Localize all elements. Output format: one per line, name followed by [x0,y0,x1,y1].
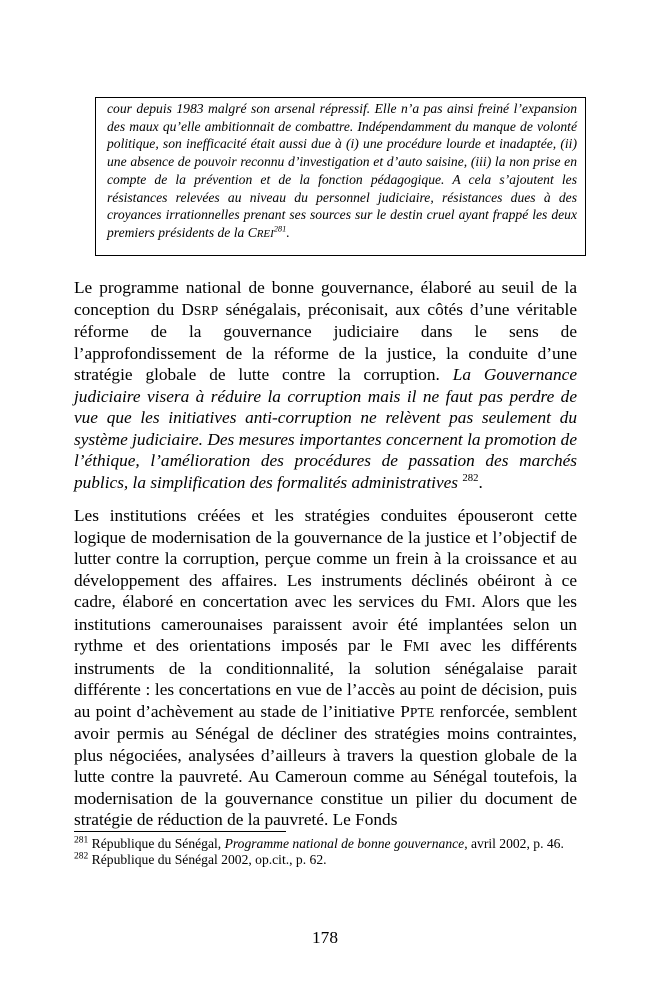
footnote-ref-281[interactable]: 281 [273,223,287,234]
italic-quotation: La Gouvernance judiciaire visera à réduire la corruption mais il ne faut pas perdre de vue que les initiatives anti-corruption ne relèvent pas seulement du système judiciaire. Des mesures importantes concernent la promotion de l’éthique, l’amélioration des procédures de passation des marchés publics, la simplification des formalités administratives [74,365,577,492]
paragraph-1: Le programme national de bonne gouvernance, élaboré au seuil de la conception du DSRP sénégalais, préconisait, aux côtés d’une véritable réforme de la gouvernance judiciaire dans le sens de l’approfondissement de la réforme de la justice, la conduite d’une stratégie globale de lutte contre la corruption. La Gouvernance judiciaire visera à réduire la corruption mais il ne faut pas perdre de vue que les initiatives anti-corruption ne relèvent pas seulement du système judiciaire. Des mesures importantes concernent la promotion de l’éthique, l’amélioration des procédures de passation des marchés publics, la simplification des formalités administratives $^{282}$. [74,278,577,492]
footnote-282: $^{282}$ République du Sénégal 2002, op.cit., p. 62. [74,851,327,867]
paragraph-2: Les institutions créées et les stratégies conduites épouseront cette logique de modernisation de la gouvernance de la justice et l’objectif de lutter contre la corruption, perçue comme un frein à la croissance et au développement des affaires. Les instruments déclinés obéiront à ce cadre, élaboré en concertation avec les services du FMI. Alors que les institutions camerounaises paraissent avoir été implantées selon un rythme et des orientations imposés par le FMI avec les différents instruments de la conditionnalité, la solution sénégalaise parait différente : les concertations en vue de l’accès au point de décision, puis au point d’achèvement au stade de l’initiative PPTE renforcée, semblent avoir permis au Sénégal de décliner des stratégies moins contraintes, plus négociées, analysées d’ailleurs à travers la question globale de la lutte contre la pauvreté. Au Cameroun comme au Sénégal toutefois, la modernisation de la gouvernance constitue un pilier du document de stratégie de réduction de la pauvreté. Le Fonds [74,506,577,829]
quote-main-text: cour depuis 1983 malgré son arsenal répressif. Elle n’a pas ainsi freiné l’expansion des maux qu’elle ambitionnait de combattre. Indépendamment du manque de volonté politique, son inefficacité était aussi due à (i) une procédure lourde et inadaptée, (ii) une absence de pouvoir reconnu d’investigation et d’auto saisine, (iii) la non prise en compte de la prévention et de la fonction pédagogique. A cela s’ajoutent les résistances relevées au niveau du personnel judiciaire, résistances dues à des croyances irrationnelles prenant ses sources sur le destin cruel ayant frappé les deux premiers présidents de la [107,101,577,240]
footnote-ref-282[interactable]: 282 [462,471,479,484]
fmi-acronym: FMI [444,592,472,611]
footnotes [74,836,577,868]
page-number: 178 [312,928,338,947]
footnote-281: $^{281}$ République du Sénégal, Programme national de bonne gouvernance, avril 2002, p. 46. [74,835,564,851]
fmi-acronym: FMI [402,636,430,655]
block-quote [95,97,586,256]
ppte-acronym: PPTE [400,701,435,721]
dsrp-acronym: DSRP [181,299,219,319]
quote-text: cour depuis 1983 malgré son arsenal répressif. Elle n’a pas ainsi freiné l’expansion des maux qu’elle ambitionnait de combattre. Indépendamment du manque de volonté politique, son inefficacité était aussi due à (i) une procédure lourde et inadaptée, (ii) une absence de pouvoir reconnu d’investigation et d’auto saisine, (iii) la non prise en compte de la prévention et de la fonction pédagogique. A cela s’ajoutent les résistances relevées au niveau du personnel judiciaire, résistances dues à des croyances irrationnelles prenant ses sources sur le destin cruel ayant frappé les deux premiers présidents de la CREI$^{281}$. [107,101,577,240]
crei-acronym: CREI [247,224,274,240]
footnote-separator [74,831,286,832]
